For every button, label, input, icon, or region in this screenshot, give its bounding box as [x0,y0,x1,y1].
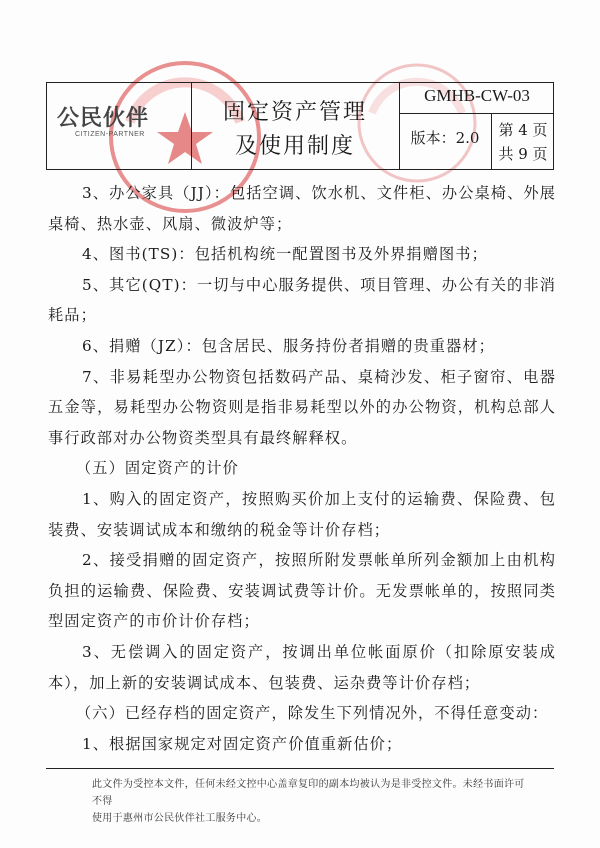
paragraph-donated-assets: 2、接受捐赠的固定资产，按照所附发票帐单所列金额加上由机构负担的运输费、保险费、安装调试费等计价。无发票帐单的，按照同类型固定资产的市价计价存档； [48,551,556,631]
document-code: GMHB-CW-03 [424,86,530,105]
paragraph-donations: 6、捐赠（JZ）：包含居民、服务持份者捐赠的贵重器材； [82,336,495,355]
section-heading-valuation: （五）固定资产的计价 [76,459,239,478]
footer-line1: 此文件为受控本文件，任何未经文控中心盖章复印的副本均被认为是非受控文件。未经书面许可不得 [92,779,525,807]
document-header-table [46,82,554,170]
paragraph-other: 5、其它(QT)：一切与中心服务提供、项目管理、办公有关的非消耗品； [48,275,556,325]
logo-subtext: CITIZEN-PARTNER [75,131,145,138]
page-total: 共 9 页 [498,145,548,163]
section-heading-archived-assets: （六）已经存档的固定资产，除发生下列情况外，不得任意变动： [76,704,549,723]
logo-text: 公民伙伴 [57,106,150,131]
footer-notice [92,776,532,827]
document-title-line1: 固定资产管理 [222,100,367,125]
paragraph-purchased-assets: 1、购入的固定资产，按照购买价加上支付的运输费、保险费、包装费、安装调试成本和缴纳的税金等计价存档； [48,489,556,539]
paragraph-office-supplies: 7、非易耗型办公物资包括数码产品、桌椅沙发、柜子窗帘、电器五金等，易耗型办公物资则是指非易耗型以外的办公物资，机构总部人事行政部对办公物资类型具有最终解释权。 [48,367,556,447]
document-version: 版本：2.0 [410,129,480,147]
footer-line2: 使用于惠州市公民伙伴社工服务中心。 [92,813,268,824]
page-current: 第 4 页 [498,121,548,139]
paragraph-office-furniture: 3、办公家具（JJ）：包括空调、饮水机、文件柜、办公桌椅、外展桌椅、热水壶、风扇、微波炉等； [48,184,556,233]
paragraph-books: 4、图书(TS)：包括机构统一配置图书及外界捐赠图书； [82,245,488,264]
footer-divider [46,768,554,769]
organization-logo [57,101,185,151]
paragraph-transferred-assets: 3、无偿调入的固定资产，按调出单位帐面原价（扣除原安装成本），加上新的安装调试成本、包装费、运杂费等计价存档； [48,642,556,692]
paragraph-revaluation: 1、根据国家规定对固定资产价值重新估价； [82,734,403,753]
document-body [48,178,556,759]
document-title-line2: 及使用制度 [234,134,355,159]
